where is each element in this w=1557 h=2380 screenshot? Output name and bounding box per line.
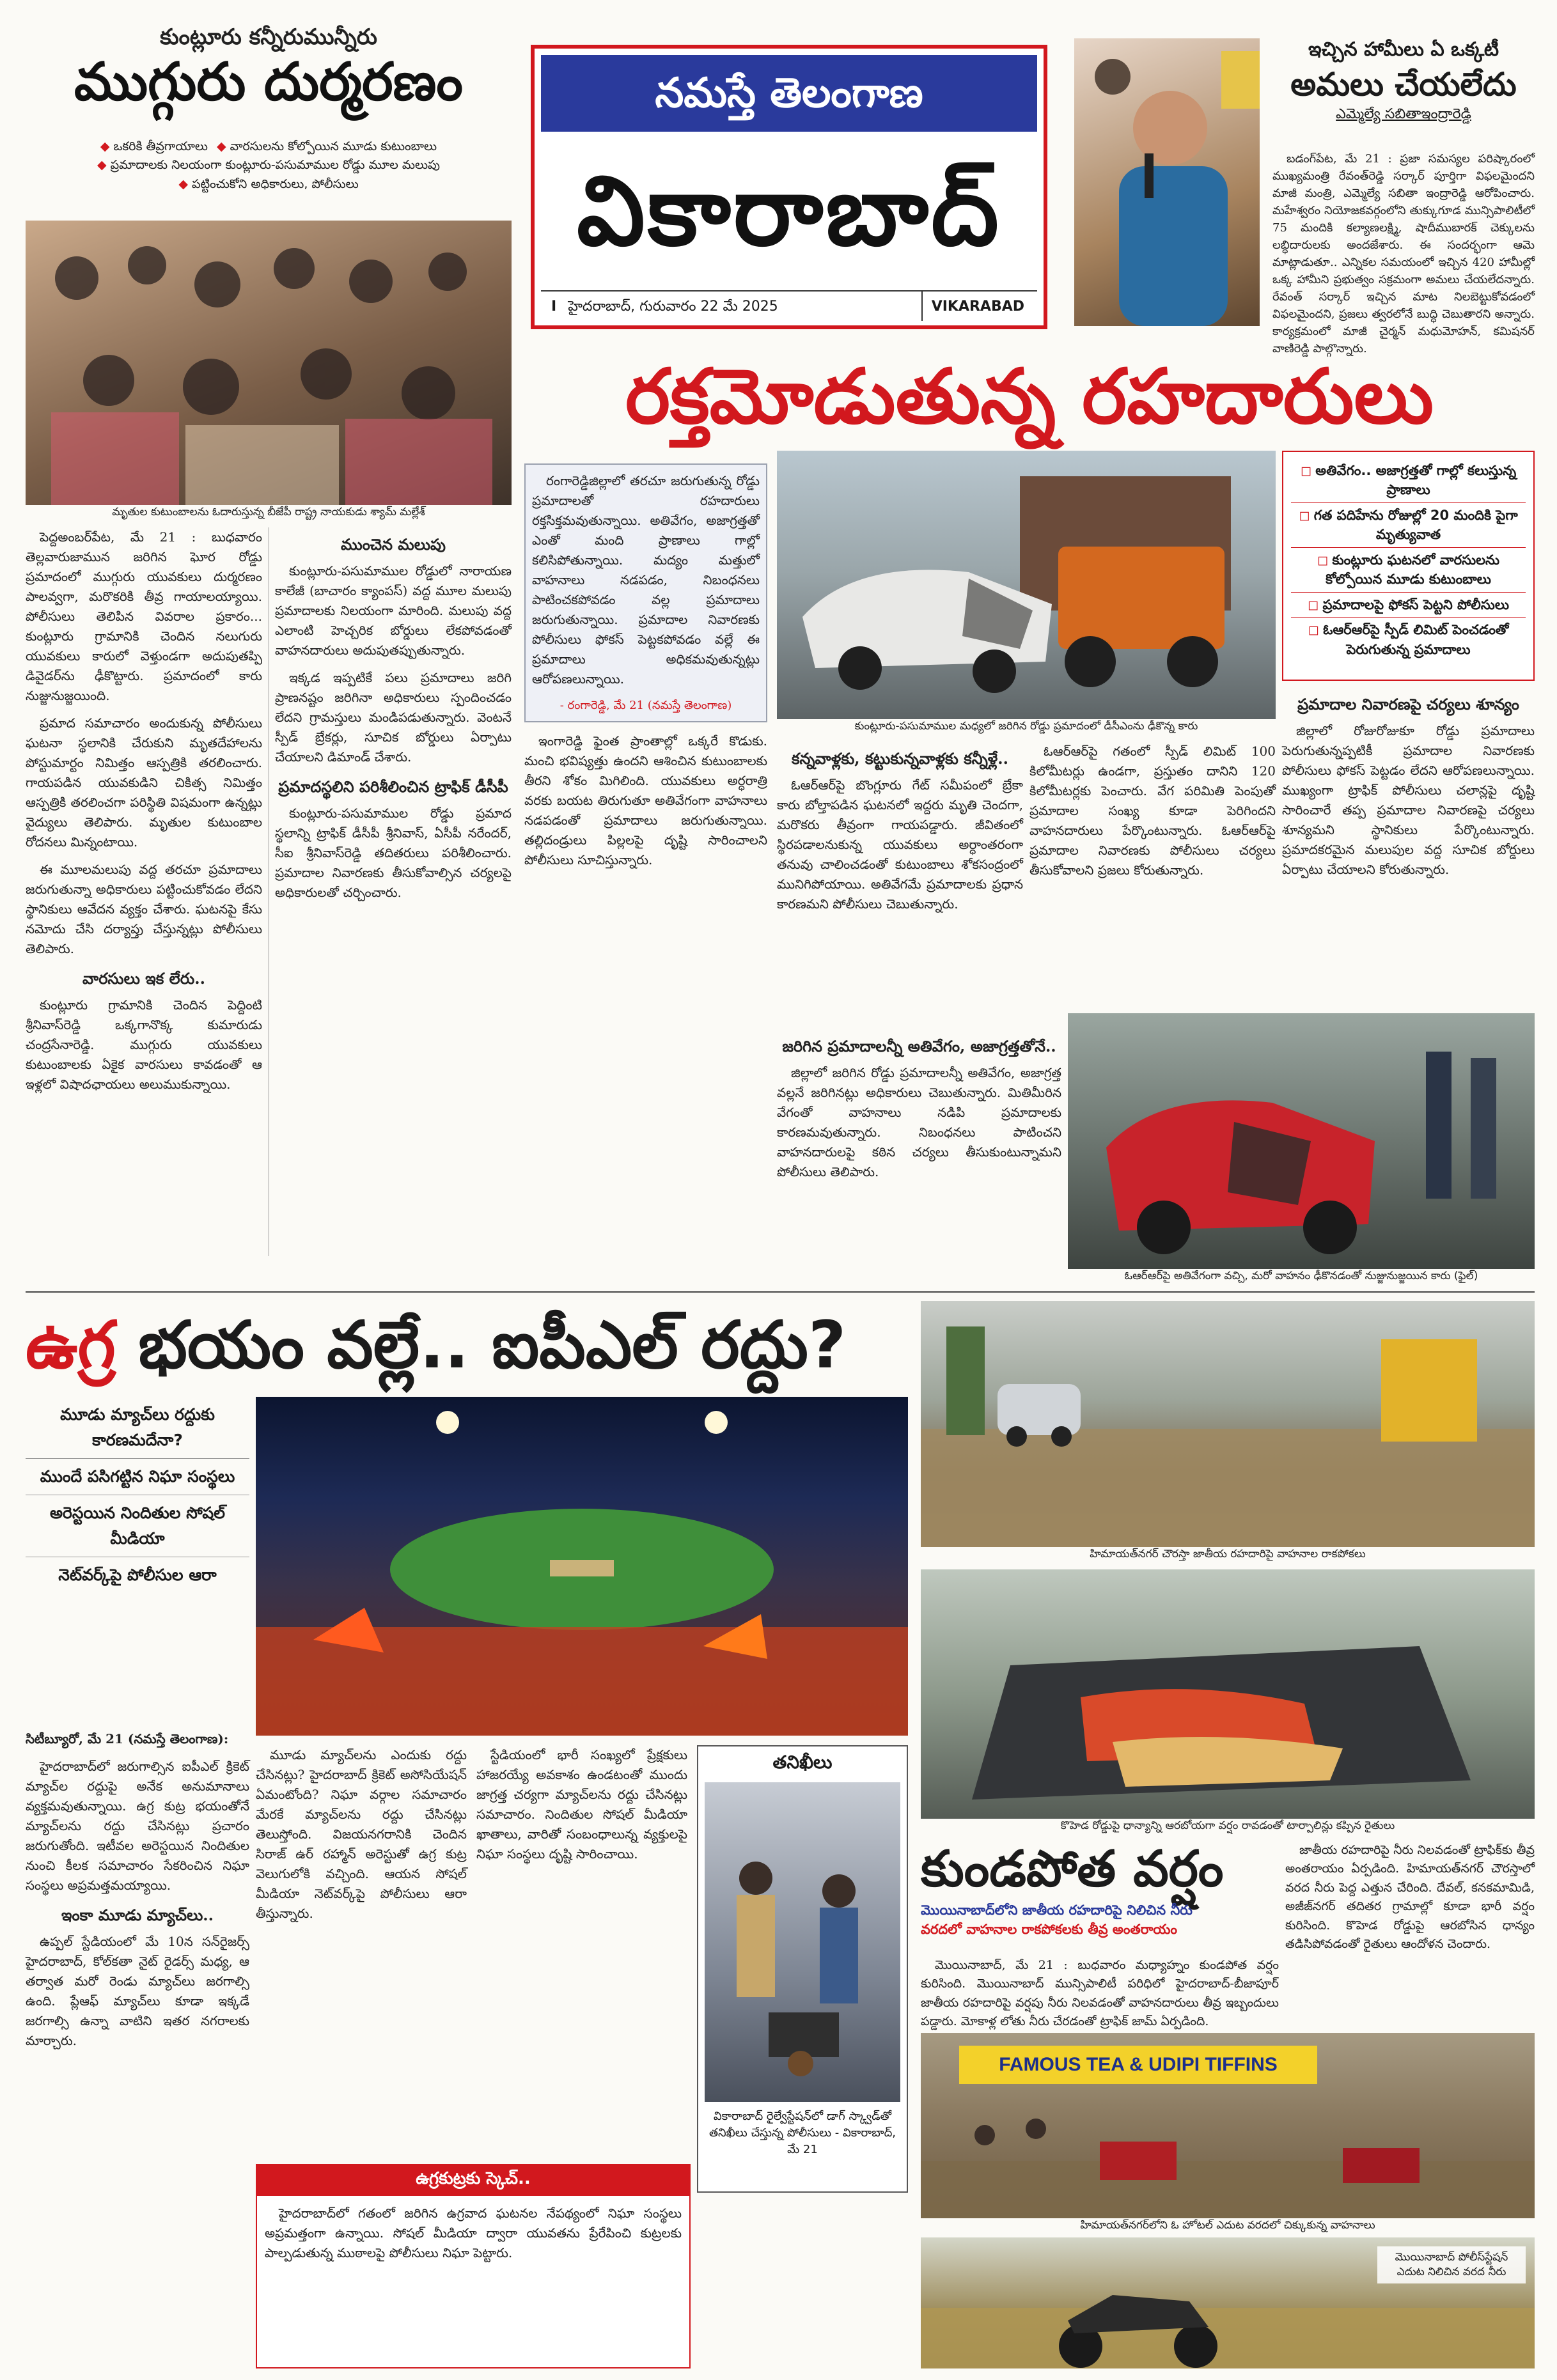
kunturu-curve-para-2: ఇక్కడ ఇప్పటికే పలు ప్రమాదాలు జరిగి ప్రాణనష్టం జరిగినా అధికారులు స్పందించడం లేదని గ్రామస్తులు మండిపడుతున్నారు. వెంటనే స్పీడ్ బ్రేకర్లు, సూచిక బోర్డులు ఏర్పాటు చేయాలని డిమాండ్ చేశారు. [275,670,512,765]
ipl-point-3: అరెస్టయిన నిందితుల సోషల్ మీడియా [26,1495,249,1557]
ipl-body-2: ఉప్పల్ స్టేడియంలో మే 10న సన్‌రైజర్స్ హైదరాబాద్, కోల్‌కతా నైట్ రైడర్స్ మధ్య, ఆ తర్వాత మరో రెండు మ్యాచ్‌లు జరగాల్సి ఉంది. ప్లేఆఫ్ మ్యాచ్‌లు కూడా ఇక్కడే జరగాల్సి ఉన్నా వాటిని ఇతర నగరాలకు మార్చారు. [26,1934,249,2049]
roads-bullet-3: ◻ కుంట్లూరు ఘటనలో వారసులను కోల్పోయిన మూడు కుటుంబాలు [1291,548,1526,593]
tarpaulin-grain-illustration [921,1569,1535,1819]
flooded-road-illustration [921,1301,1535,1547]
ipl-body: హైదరాబాద్‌లో జరుగాల్సిన ఐపీఎల్ క్రికెట్ మ్యాచ్‌ల రద్దుపై అనేక అనుమానాలు వ్యక్తమవుతున్నాయి. ఉగ్ర కుట్ర భయంతోనే మ్యాచ్‌లను రద్దు చేసినట్లు ప్రచారం జరుగుతోంది. ఇటీవల అరెస్టయిన నిందితుల నుంచి కీలక సమాచారం సేకరించిన నిఘా సంస్థలు అప్రమత్తమయ్యాయి. [26,1759,249,1893]
kunturu-para-heirs: కుంట్లూరు గ్రామానికి చెందిన పెద్దింటి శ్రీనివాస్‌రెడ్డి ఒక్కగానొక్క కుమారుడు చంద్రసేనారెడ్డి. ముగ్గురు యువకులు కుటుంబాలకు ఏకైక వారసులు కావడంతో ఆ ఇళ్లలో విషాదఛాయలు అలుముకున్నాయి. [26,997,262,1093]
roads-subhead-causes: జరిగిన ప్రమాదాలన్నీ అతివేగం, అజాగ్రత్తతోనే.. [782,1037,1056,1055]
roads-intro-box [524,463,767,722]
roads-bullet-2: ◻ గత పదిహేను రోజుల్లో 20 మందికి పైగా మృత్యువాత [1291,503,1526,548]
kunturu-curve-para-1: కుంట్లూరు-పసుమాముల రోడ్డులో నారాయణ కాలేజీ (బాచారం క్యాంపస్) వద్ద మూల మలుపు ప్రమాదాలకు నిలయంగా మారింది. మలుపు వద్ద ఎలాంటి హెచ్చరిక బోర్డులు లేకపోవడంతో వాహనదారులు అదుపుతప్పుతున్నారు. [275,563,512,658]
rain-body: మొయినాబాద్, మే 21 : బుధవారం మధ్యాహ్నం కుండపోత వర్షం కురిసింది. మొయినాబాద్ మున్సిపాలిటీ పరిధిలో హైదరాబాద్-బీజాపూర్ జాతీయ రహదారిపై వర్షపు నీరు నిలవడంతో వాహనదారులు తీవ్ర ఇబ్బందులు పడ్డారు. మోకాళ్ల లోతు నీరు చేరడంతో ట్రాఫిక్ జామ్ ఏర్పడింది. [921,1958,1279,2029]
rain-body-col [921,1956,1279,2029]
ipl-headline-accent: ఉగ్ర [26,1307,116,1383]
rain-photo-2-caption: కొహెడ రోడ్డుపై ధాన్యాన్ని ఆరబోయగా వర్షం రావడంతో టార్పాలిన్లు కప్పిన రైతులు [921,1819,1535,1834]
checks-photo [705,1782,900,2102]
accident-photo-2 [1068,1013,1535,1269]
sabitha-body: బడంగ్‌పేట, మే 21 : ప్రజా సమస్యల పరిష్కారంలో ముఖ్యమంత్రి రేవంత్‌రెడ్డి సర్కార్ పూర్తిగా విఫలమైందని మాజీ మంత్రి, ఎమ్మెల్యే సబితా ఇంద్రారెడ్డి ఆరోపించారు. మహేశ్వరం నియోజకవర్గంలోని తుక్కుగూడ మున్సిపాలిటీలో 75 మందికి కల్యాణలక్ష్మి, షాదీముబారక్ చెక్కులను లబ్ధిదారులకు అందజేశారు. ఈ సందర్భంగా ఆమె మాట్లాడుతూ.. ఎన్నికల సమయంలో ఇచ్చిన 420 హామీల్లో ఒక్క హామీని ప్రభుత్వం సక్రమంగా అమలు చేయలేదన్నారు. రేవంత్ సర్కార్ ఇచ్చిన మాట నిలబెట్టుకోవడంలో విఫలమైందని, ప్రజలు త్వరలోనే బుద్ధి చెబుతారని అన్నారు. కార్యక్రమంలో మాజీ చైర్మన్ మధుమోహన్, కమిషనర్ వాణిరెడ్డి పాల్గొన్నారు. [1272,152,1535,355]
roads-cause-col [1029,742,1276,1023]
roads-mid-text: ఇంగారెడ్డి ఫైంత ప్రాంతాల్లో ఒక్కరే కొడుకు. మంచి భవిష్యత్తు ఉందని ఆశించిన కుటుంబాలకు తీరని శోకం మిగిలింది. యువకులు అర్ధరాత్రి వరకు బయట తిరుగుతూ అతివేగంగా వాహనాలు నడపడంతో ప్రమాదాలు జరుగుతున్నాయి. తల్లిదండ్రులు పిల్లలపై దృష్టి సారించాలని పోలీసులు సూచిస్తున్నారు. [524,733,767,867]
terror-sketch-body: హైదరాబాద్‌లో గతంలో జరిగిన ఉగ్రవాద ఘటనల నేపథ్యంలో నిఘా సంస్థలు అప్రమత్తంగా ఉన్నాయి. సోషల్ మీడియా ద్వారా యువతను ప్రేరేపించి కుట్రలకు పాల్పడుతున్న ముఠాలపై పోలీసులు నిఘా పెట్టారు. [265,2205,682,2260]
kunturu-bullet-2: ◆ వారసులను కోల్పోయిన మూడు కుటుంబాలు [216,139,437,153]
roads-headline: రక్తమోడుతున్న రహదారులు [625,352,1434,440]
rain-photo-3-caption: హిమాయత్‌నగర్‌లోని ఓ హోటల్ ఎదుట వరదలో చిక్కుకున్న వాహనాలు [921,2218,1535,2234]
ipl-sidebar-points [26,1397,249,1729]
kunturu-para-2: ప్రమాద సమాచారం అందుకున్న పోలీసులు ఘటనా స్థలానికి చేరుకుని మృతదేహాలను పోస్టుమార్టం నిమిత్తం ఆస్పత్రికి తరలించారు. గాయపడిన యువకుడిని చికిత్స నిమిత్తం ఆస్పత్రికి తరలించగా పరిస్థితి విషమంగా ఉన్నట్లు వైద్యులు తెలిపారు. మృతుల కుటుంబాల రోదనలు మిన్నంటాయి. [26,715,262,850]
roads-intro: రంగారెడ్డిజిల్లాలో తరచూ జరుగుతున్న రోడ్డు ప్రమాదాలతో రహదారులు రక్తసిక్తమవుతున్నాయి. అతివేగం, అజాగ్రత్తతో ఎంతో మంది ప్రాణాలు గాల్లో కలిసిపోతున్నాయి. మద్యం మత్తులో వాహనాలు నడపడం, నిబంధనలు పాటించకపోవడం వల్ల ప్రమాదాలు జరుగుతున్నాయి. ప్రమాదాల నివారణకు పోలీసులు ఫోకస్ పెట్టకపోవడం వల్లే ఈ ప్రమాదాలు అధికమవుతున్నట్లు ఆరోపణలున్నాయి. [532,473,760,687]
terror-sketch-body-wrap [257,2196,689,2371]
sabitha-headline: అమలు చేయలేదు [1290,66,1517,103]
checks-title: తనిఖీలు [772,1752,833,1773]
hotel-sign: FAMOUS TEA & UDIPI TIFFINS [959,2046,1317,2084]
rain-photo-3 [921,2033,1535,2218]
roads-bullet-4: ◻ ప్రమాదాలపై ఫోకస్ పెట్టని పోలీసులు [1291,593,1526,618]
ipl-col-mid [256,1745,467,2154]
checks-caption: వికారాబాద్ రైల్వేస్టేషన్‌లో డాగ్ స్క్వాడ్‌తో తనిఖీలు చేస్తున్న పోలీసులు - వికారాబాద్, మే 21 [708,2110,896,2157]
section-rule [26,1291,1535,1293]
police-checking-illustration [705,1782,900,2102]
mourning-photo [26,221,512,505]
ipl-right-text: స్టేడియంలో భారీ సంఖ్యలో ప్రేక్షకులు హాజరయ్యే అవకాశం ఉండటంతో ముందు జాగ్రత్త చర్యగా మ్యాచ్‌లను రద్దు చేసినట్లు సమాచారం. నిందితుల సోషల్ మీడియా ఖాతాలు, వారితో సంబంధాలున్న వ్యక్తులపై నిఘా సంస్థలు దృష్టి సారించాయి. [476,1747,687,1862]
roads-orr-text: ఓఆర్ఆర్‌పై బొంగ్లూరు గేట్ సమీపంలో బ్రేకా కారు బోల్తాపడిన ఘటనలో ఇద్దరు మృతి చెందగా, మరొకరు తీవ్రంగా గాయపడ్డారు. జీవితంలో స్థిరపడాలనుకున్న యువకులు అర్ధాంతరంగా తనువు చాలించడంతో కుటుంబాలు శోకసంద్రంలో మునిగిపోయాయి. అతివేగమే ప్రమాదాలకు ప్రధాన కారణమని పోలీసులు చెబుతున్నారు. [777,777,1023,912]
roads-subhead-tears: కన్నవాళ్లకు, కట్టుకున్నవాళ్లకు కన్నీళ్లే.. [792,749,1008,768]
masthead-edition: వికారాబాద్ [577,156,1001,267]
accident-photo-1 [777,451,1276,719]
mourning-photo-caption: మృతుల కుటుంబాలను ఓదారుస్తున్న బీజేపీ రాష్ట్ర నాయకుడు శ్యామ్ మల్లేశ్ [26,505,512,520]
speaker-illustration [1074,38,1260,326]
kunturu-subhead-dcp: ప్రమాదస్థలిని పరిశీలించిన ట్రాఫిక్ డీసీపీ [278,777,508,797]
sabitha-photo [1074,38,1260,326]
ipl-headline [26,1301,908,1390]
kunturu-kicker: కుంట్లూరు కన్నీరుమున్నీరు [160,24,377,50]
roads-subhead-prevention: ప్రమాదాల నివారణపై చర్యలు శూన్యం [1297,695,1519,713]
red-car-wreck-illustration [1068,1013,1535,1269]
kunturu-bullet-4: ◆ పట్టించుకోని అధికారులు, పోలీసులు [178,176,359,191]
terror-sketch-title: ఉగ్రకుట్రకు స్కెచ్.. [257,2165,689,2196]
ipl-subhead-three: ఇంకా మూడు మ్యాచ్‌లు.. [61,1906,214,1924]
sabitha-headlines [1272,38,1535,125]
ipl-dateline: సిటీబ్యూరో, మే 21 (నమస్తే తెలంగాణ): [26,1731,229,1746]
roads-speed-text: ఓఆర్ఆర్‌పై గతంలో స్పీడ్ లిమిట్ 100 కిలోమీటర్లు ఉండగా, ప్రస్తుతం దానిని 120 కిలోమీటర్లకు పెంచారు. వేగ పరిమితి పెంపుతో ప్రమాదాల సంఖ్య కూడా పెరిగిందని వాహనదారులు పేర్కొంటున్నారు. ఓఆర్ఆర్‌పై ప్రమాదాల నివారణకు పోలీసులు చర్యలు తీసుకోవాలని ప్రజలు కోరుతున్నారు. [1029,743,1276,878]
kunturu-para-1: పెద్దఅంబర్‌పేట, మే 21 : బుధవారం తెల్లవారుజామున జరిగిన ఘోర రోడ్డు ప్రమాదంలో ముగ్గురు యువకులు దుర్మరణం పాలవ్వగా, మరొకరికి తీవ్ర గాయాలయ్యాయి. పోలీసులు తెలిపిన వివరాల ప్రకారం... కుంట్లూరు గ్రామానికి చెందిన నలుగురు యువకులు కారులో వెళ్తుండగా అదుపుతప్పి డివైడర్‌ను ఢీకొట్టారు. ప్రమాదంలో కారు నుజ్జునుజ్జయింది. [26,529,262,703]
rain-deck-1: మొయినాబాద్‌లోని జాతీయ రహదారిపై నిలిచిన నీరు [921,1902,1193,1918]
roads-bullets [1282,451,1535,681]
masthead-edition-english: VIKARABAD [921,292,1037,321]
rain-photo-1-caption: హిమాయత్‌నగర్ చౌరస్తా జాతీయ రహదారిపై వాహనాల రాకపోకలు [921,1547,1535,1562]
rain-photo-2 [921,1569,1535,1819]
roads-bullet-1: ◻ అతివేగం.. అజాగ్రత్తతో గాల్లో కలుస్తున్న ప్రాణాలు [1291,458,1526,503]
kunturu-headline: ముగ్గురు దుర్మరణం [74,52,463,113]
rain-photo-4-caption: మొయినాబాద్ పోలీస్‌స్టేషన్ ఎదుట నిలిచిన వరద నీరు [1377,2246,1526,2283]
ipl-headline-rest: భయం వల్లే.. ఐపీఎల్ రద్దు? [138,1307,847,1383]
kunturu-para-3: ఈ మూలమలుపు వద్ద తరచూ ప్రమాదాలు జరుగుతున్నా అధికారులు పట్టించుకోవడం లేదని స్థానికులు ఆవేదన వ్యక్తం చేశారు. ఘటనపై కేసు నమోదు చేసి దర్యాప్తు చేస్తున్నట్లు పోలీసులు తెలిపారు. [26,862,262,956]
kunturu-subhead-curve: ముంచెన మలుపు [341,535,446,554]
accident-photo-2-caption: ఓఆర్ఆర్‌పై అతివేగంగా వచ్చి, మరో వాహనం ఢీకొనడంతో నుజ్జునుజ్జయిన కారు (ఫైల్) [1068,1269,1535,1284]
rain-photo-4 [921,2237,1535,2368]
rain-body-right-col [1285,1841,1535,2026]
kunturu-bullet-1: ◆ ఒకరికి తీవ్రగాయాలు [100,139,208,153]
roads-cause-col-2 [777,1029,1061,1272]
kunturu-bullets [26,137,512,227]
roads-dateline: - రంగారెడ్డి, మే 21 (నమస్తే తెలంగాణ) [559,699,732,712]
sabitha-kicker: ఇచ్చిన హామీలు ఏ ఒక్కటీ [1308,38,1499,61]
rain-photo-1 [921,1301,1535,1547]
masthead-paper-name: నమస్తే తెలంగాణ [541,55,1037,132]
roads-intro-col [524,463,767,1269]
roads-prevention-text: జిల్లాలో రోజురోజుకూ రోడ్డు ప్రమాదాలు పెరుగుతున్నప్పటికీ ప్రమాదాల నివారణకు పోలీసులు ఫోకస్ పెట్టడం లేదని ఆరోపణలున్నాయి. ముఖ్యంగా ట్రాఫిక్ పోలీసులు చలాన్లపై దృష్టి సారించారే తప్ప ప్రమాదాల నివారణపై చర్యలు శూన్యమని స్థానికులు పేర్కొంటున్నారు. ప్రమాదకరమైన మలుపుల వద్ద సూచిక బోర్డులు ఏర్పాటు చేయాలని కోరుతున్నారు. [1282,723,1535,878]
stadium-photo [256,1397,908,1736]
kunturu-subhead-heirs: వారసులు ఇక లేరు.. [82,969,205,988]
rain-headline: కుండపోత వర్షం [921,1840,1224,1898]
ipl-point-2: ముందే పసిగట్టిన నిఘా సంస్థలు [26,1459,249,1495]
kunturu-col-1 [26,527,262,1282]
roads-cause-text: జిల్లాలో జరిగిన రోడ్డు ప్రమాదాలన్నీ అతివేగం, అజాగ్రత్త వల్లనే జరిగినట్లు అధికారులు చెబుతున్నారు. మితిమీరిన వేగంతో వాహనాలు నడిపి ప్రమాదాలకు కారణమవుతున్నారు. నిబంధనలు పాటించని వాహనదారులపై కఠిన చర్యలు తీసుకుంటున్నామని పోలీసులు తెలిపారు. [777,1065,1061,1180]
sabitha-byline: ఎమ్మెల్యే సబితాఇంద్రారెడ్డి [1336,106,1471,122]
kunturu-dcp-para: కుంట్లూరు-పసుమాముల రోడ్డు ప్రమాద స్థలాన్ని ట్రాఫిక్ డీసీపీ శ్రీనివాస్, ఏసీపీ నరేందర్, సీఐ శ్రీనివాస్‌రెడ్డి తదితరులు పరిశీలించారు. ప్రమాదాల నివారణకు తీసుకోవాల్సిన చర్యలపై అధికారులతో చర్చించారు. [275,805,512,901]
stadium-illustration [256,1397,908,1736]
roads-prev-col [1282,687,1535,1010]
kunturu-bullet-3: ◆ ప్రమాదాలకు నిలయంగా కుంట్లూరు-పసుమాముల రోడ్డు మూల మలుపు [97,158,441,173]
rain-headline-wrap [921,1841,1279,1941]
rain-body-right: జాతీయ రహదారిపై నీరు నిలవడంతో ట్రాఫిక్‌కు తీవ్ర అంతరాయం ఏర్పడింది. హిమాయత్‌నగర్ చౌరస్తాలో వరద నీరు పెద్ద ఎత్తున చేరింది. దేవల్, కనకమామిడి, అజీజ్‌నగర్ తదితర గ్రామాల్లో కూడా భారీ వర్షం కురిసింది. కొహెడ రోడ్డుపై ఆరబోసిన ధాన్యం తడిసిపోవడంతో రైతులు ఆందోళన చెందారు. [1285,1843,1535,1952]
roads-orr-col [777,742,1023,1023]
mourning-crowd-illustration [26,221,512,505]
ipl-col-right [476,1745,687,2154]
rain-deck-2: వరదలో వాహనాల రాకపోకలకు తీవ్ర అంతరాయం [921,1921,1178,1937]
kunturu-kicker-wrap [26,24,512,113]
roads-bullet-5: ◻ ఓఆర్ఆర్‌పై స్పీడ్ లిమిట్ పెంచడంతో పెరుగుతున్న ప్రమాదాలు [1308,622,1509,657]
masthead [531,45,1047,329]
ipl-point-1: మూడు మ్యాచ్‌లు రద్దుకు కారణమదేనా? [26,1397,249,1459]
ipl-col-left [26,1729,249,2368]
ipl-mid-text: మూడు మ్యాచ్‌లను ఎందుకు రద్దు చేసినట్లు? హైదరాబాద్ క్రికెట్ అసోసియేషన్ ఏమంటోంది? నిఘా వర్గాల సమాచారం మేరకే మ్యాచ్‌లను రద్దు చేసినట్లు తెలుస్తోంది. విజయనగరానికి చెందిన సిరాజ్ ఉర్ రహ్మాన్ అరెస్టుతో ఉగ్ర కుట్ర వెలుగులోకి వచ్చింది. ఆయన సోషల్ మీడియా నెట్‌వర్క్‌పై పోలీసులు ఆరా తీస్తున్నారు. [256,1747,467,1921]
ipl-point-4: నెట్‌వర్క్‌పై పోలీసుల ఆరా [58,1566,217,1584]
masthead-dateline-bar [541,290,1037,321]
accident-photo-1-caption: కుంట్లూరు-పసుమాముల మధ్యలో జరిగిన రోడ్డు ప్రమాదంలో డీసీఎంను ఢీకొన్న కారు [777,719,1276,735]
flooded-hotel-illustration [921,2033,1535,2218]
masthead-dateline: హైదరాబాద్, గురువారం 22 మే 2025 [568,299,778,315]
kunturu-col-2 [275,527,512,1282]
masthead-issue-marker: I [551,299,557,315]
terror-sketch-box [256,2164,691,2368]
checks-box [697,1745,908,2193]
sabitha-body-box [1272,150,1535,355]
wrecked-car-truck-illustration [777,451,1276,719]
